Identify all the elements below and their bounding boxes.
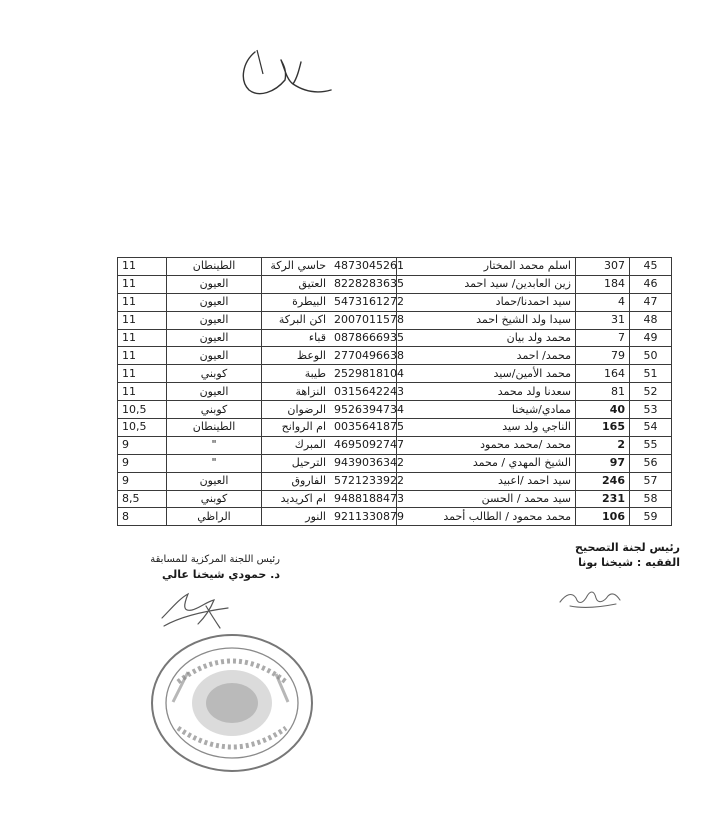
phone-cell: 9488188473 — [330, 490, 397, 508]
phone-cell: 0035641875 — [330, 419, 397, 437]
id-cell: 2 — [576, 436, 630, 454]
name-cell: محمد الأمين/سيد — [397, 365, 576, 383]
seq-cell: 58 — [630, 490, 672, 508]
center-cell: ام اكريديد — [262, 490, 331, 508]
correction-committee-head-name: الفقيه : شيخنا بونا — [578, 556, 680, 569]
table-row — [118, 383, 672, 401]
seq-cell: 45 — [630, 258, 672, 276]
name-cell: سيد محمد / الحسن — [397, 490, 576, 508]
town-cell: الطينطان — [167, 258, 262, 276]
center-cell: الوعظ — [262, 347, 331, 365]
table-row — [118, 347, 672, 365]
center-cell: اكن البركة — [262, 311, 331, 329]
name-cell: زين العابدين/ سيد احمد — [397, 275, 576, 293]
id-cell: 165 — [576, 419, 630, 437]
central-committee-title: رئيس اللجنة المركزية للمسابقة — [150, 554, 280, 565]
phone-cell: 5473161272 — [330, 293, 397, 311]
id-cell: 184 — [576, 275, 630, 293]
table-row — [118, 258, 672, 276]
town-cell: العيون — [167, 329, 262, 347]
seq-cell: 57 — [630, 472, 672, 490]
center-cell: قباء — [262, 329, 331, 347]
town-cell: كوبني — [167, 490, 262, 508]
name-cell: سعدنا ولد محمد — [397, 383, 576, 401]
name-cell: محمد ولد بيان — [397, 329, 576, 347]
seq-cell: 56 — [630, 454, 672, 472]
central-committee-signature-block — [130, 552, 280, 582]
table-row — [118, 490, 672, 508]
table-row — [118, 472, 672, 490]
id-cell: 81 — [576, 383, 630, 401]
name-cell: محمد /محمد محمود — [397, 436, 576, 454]
town-cell: " — [167, 436, 262, 454]
town-cell: العيون — [167, 311, 262, 329]
name-cell: سيد احمدنا/حماد — [397, 293, 576, 311]
phone-cell: 9211330879 — [330, 508, 397, 526]
score-cell: 8 — [118, 508, 167, 526]
phone-cell: 8228283635 — [330, 275, 397, 293]
score-cell: 11 — [118, 365, 167, 383]
id-cell: 164 — [576, 365, 630, 383]
id-cell: 7 — [576, 329, 630, 347]
phone-cell: 5721233922 — [330, 472, 397, 490]
phone-cell: 0315642243 — [330, 383, 397, 401]
correction-committee-signature-block — [540, 540, 680, 570]
seq-cell: 47 — [630, 293, 672, 311]
center-cell: الفاروق — [262, 472, 331, 490]
id-cell: 97 — [576, 454, 630, 472]
town-cell: الراظي — [167, 508, 262, 526]
phone-cell: 4873045261 — [330, 258, 397, 276]
id-cell: 79 — [576, 347, 630, 365]
center-cell: الترحيل — [262, 454, 331, 472]
seq-cell: 53 — [630, 401, 672, 419]
seq-cell: 50 — [630, 347, 672, 365]
score-cell: 11 — [118, 311, 167, 329]
center-cell: النور — [262, 508, 331, 526]
center-cell: البيطرة — [262, 293, 331, 311]
name-cell: محمد محمود / الطالب أحمد — [397, 508, 576, 526]
seq-cell: 55 — [630, 436, 672, 454]
score-cell: 8,5 — [118, 490, 167, 508]
seq-cell: 48 — [630, 311, 672, 329]
seq-cell: 51 — [630, 365, 672, 383]
score-cell: 9 — [118, 454, 167, 472]
phone-cell: 2007011578 — [330, 311, 397, 329]
score-cell: 11 — [118, 293, 167, 311]
handwritten-signature — [158, 588, 233, 633]
name-cell: سيد احمد /اعبيد — [397, 472, 576, 490]
id-cell: 40 — [576, 401, 630, 419]
town-cell: كوبني — [167, 401, 262, 419]
table-row — [118, 454, 672, 472]
center-cell: الرضوان — [262, 401, 331, 419]
town-cell: العيون — [167, 293, 262, 311]
handwritten-signature-2 — [556, 580, 626, 615]
name-cell: محمد/ احمد — [397, 347, 576, 365]
phone-cell: 0878666935 — [330, 329, 397, 347]
id-cell: 4 — [576, 293, 630, 311]
id-cell: 106 — [576, 508, 630, 526]
phone-cell: 2529818104 — [330, 365, 397, 383]
table-row — [118, 329, 672, 347]
id-cell: 31 — [576, 311, 630, 329]
official-stamp — [148, 632, 316, 774]
handwritten-mark — [235, 40, 335, 105]
phone-cell: 9526394734 — [330, 401, 397, 419]
center-cell: العتيق — [262, 275, 331, 293]
score-cell: 11 — [118, 275, 167, 293]
town-cell: العيون — [167, 275, 262, 293]
center-cell: ام الروانح — [262, 419, 331, 437]
score-cell: 10,5 — [118, 401, 167, 419]
table-row — [118, 365, 672, 383]
table-row — [118, 436, 672, 454]
town-cell: " — [167, 454, 262, 472]
id-cell: 307 — [576, 258, 630, 276]
results-table — [117, 257, 672, 526]
seq-cell: 59 — [630, 508, 672, 526]
center-cell: حاسي الركة — [262, 258, 331, 276]
central-committee-head-name: د. حمودي شيخنا عالي — [162, 568, 280, 581]
table-row — [118, 275, 672, 293]
id-cell: 231 — [576, 490, 630, 508]
name-cell: ممادي/شيخنا — [397, 401, 576, 419]
score-cell: 11 — [118, 347, 167, 365]
table-row — [118, 311, 672, 329]
seq-cell: 52 — [630, 383, 672, 401]
town-cell: العيون — [167, 347, 262, 365]
name-cell: الشيخ المهدي / محمد — [397, 454, 576, 472]
phone-cell: 2770496638 — [330, 347, 397, 365]
name-cell: اسلم محمد المختار — [397, 258, 576, 276]
score-cell: 10,5 — [118, 419, 167, 437]
score-cell: 9 — [118, 436, 167, 454]
name-cell: سيدا ولد الشيخ احمد — [397, 311, 576, 329]
id-cell: 246 — [576, 472, 630, 490]
table-row — [118, 419, 672, 437]
score-cell: 11 — [118, 329, 167, 347]
table-row — [118, 508, 672, 526]
table-row — [118, 401, 672, 419]
score-cell: 11 — [118, 258, 167, 276]
town-cell: كوبني — [167, 365, 262, 383]
center-cell: طيبة — [262, 365, 331, 383]
score-cell: 11 — [118, 383, 167, 401]
center-cell: النزاهة — [262, 383, 331, 401]
correction-committee-title: رئيس لجنة التصحيح — [575, 541, 680, 554]
seq-cell: 49 — [630, 329, 672, 347]
town-cell: العيون — [167, 472, 262, 490]
score-cell: 9 — [118, 472, 167, 490]
phone-cell: 4695092747 — [330, 436, 397, 454]
center-cell: المبرك — [262, 436, 331, 454]
seq-cell: 46 — [630, 275, 672, 293]
table-row — [118, 293, 672, 311]
town-cell: الطينطان — [167, 419, 262, 437]
town-cell: العيون — [167, 383, 262, 401]
seq-cell: 54 — [630, 419, 672, 437]
name-cell: الناجي ولد سيد — [397, 419, 576, 437]
phone-cell: 9439036342 — [330, 454, 397, 472]
